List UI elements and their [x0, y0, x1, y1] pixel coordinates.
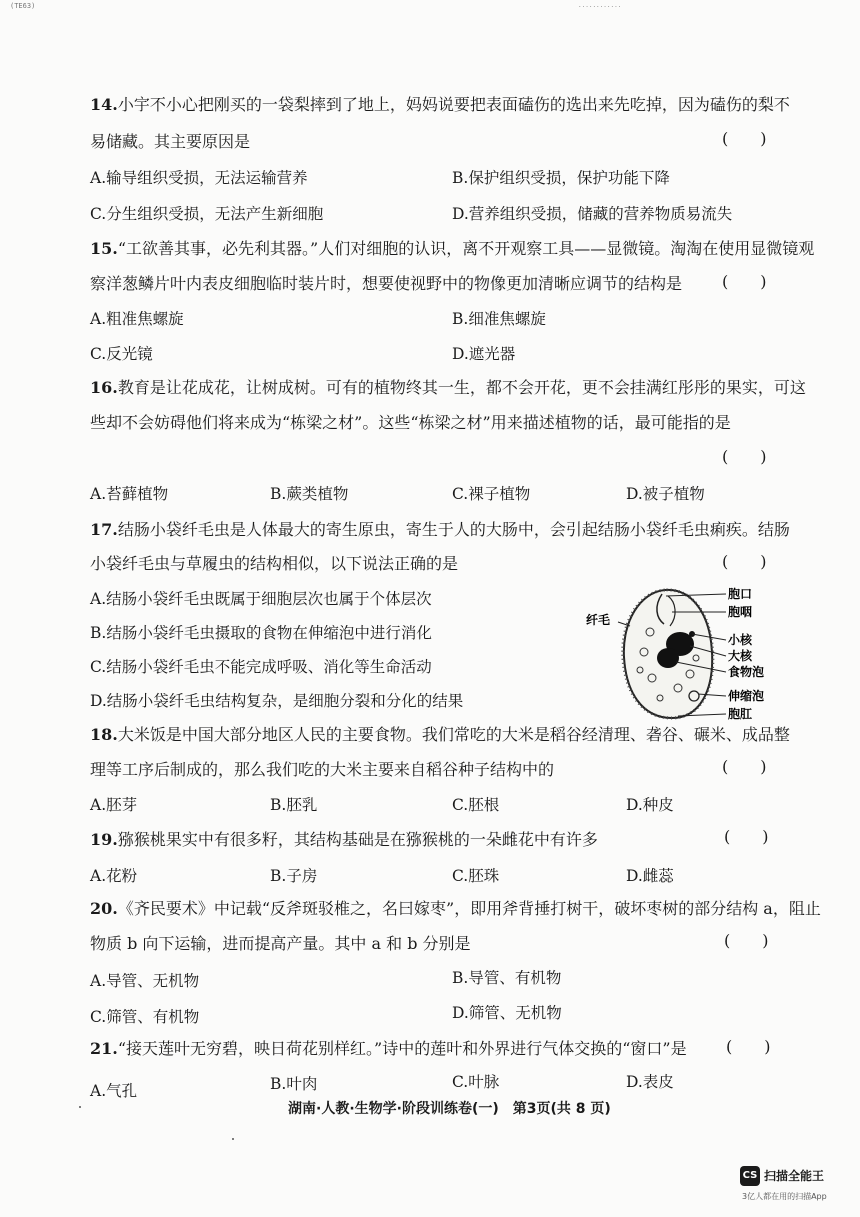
option-d[interactable]: D.被子植物	[626, 485, 705, 503]
answer-blank[interactable]: ( )	[722, 447, 767, 466]
answer-blank[interactable]: ( )	[722, 129, 767, 148]
answer-blank[interactable]: ( )	[722, 272, 767, 291]
option-d[interactable]: D.雌蕊	[626, 867, 674, 885]
answer-blank[interactable]: ( )	[724, 827, 769, 846]
label-cytopharynx: 胞咽	[728, 605, 753, 619]
option-b[interactable]: B.子房	[270, 867, 318, 885]
page-footer: 湖南·人教·生物学·阶段训练卷(一) 第3页(共 8 页)	[288, 1101, 611, 1117]
watermark-tagline: 3亿人都在用的扫描App	[742, 1192, 827, 1201]
answer-blank[interactable]: ( )	[722, 757, 767, 776]
option-c[interactable]: C.结肠小袋纤毛虫不能完成呼吸、消化等生命活动	[90, 658, 432, 676]
option-a[interactable]: A.结肠小袋纤毛虫既属于细胞层次也属于个体层次	[90, 590, 432, 608]
answer-blank[interactable]: ( )	[724, 931, 769, 950]
question-21-line-1: 21.“接天莲叶无穷碧，映日荷花别样红。”诗中的莲叶和外界进行气体交换的“窗口”是	[90, 1039, 687, 1058]
question-16-line-2: 些却不会妨碍他们将来成为“栋梁之材”。这些“栋梁之材”用来描述植物的话，最可能指的是	[90, 413, 731, 432]
answer-blank[interactable]: ( )	[726, 1037, 771, 1056]
corner-mark-left: (TE63)	[10, 2, 36, 10]
option-b[interactable]: B.胚乳	[270, 796, 318, 814]
label-cilia: 纤毛	[586, 613, 611, 627]
option-a[interactable]: A.胚芽	[90, 796, 138, 814]
question-number: 19.	[90, 830, 118, 849]
question-17-line-1: 17.结肠小袋纤毛虫是人体最大的寄生原虫，寄生于人的大肠中，会引起结肠小袋纤毛虫痢疾。结肠	[90, 520, 790, 539]
option-c[interactable]: C.叶脉	[452, 1073, 500, 1091]
option-c[interactable]: C.胚珠	[452, 867, 500, 885]
option-d[interactable]: D.营养组织受损，储藏的营养物质易流失	[452, 205, 733, 223]
question-18-line-2: 理等工序后制成的，那么我们吃的大米主要来自稻谷种子结构中的	[90, 760, 555, 779]
option-b[interactable]: B.叶肉	[270, 1075, 318, 1093]
label-macronucleus: 大核	[728, 649, 753, 663]
option-b[interactable]: B.保护组织受损，保护功能下降	[452, 169, 670, 187]
option-d[interactable]: D.遮光器	[452, 345, 516, 363]
option-a[interactable]: A.输导组织受损，无法运输营养	[90, 169, 308, 187]
option-a[interactable]: A.苔藓植物	[90, 485, 169, 503]
option-a[interactable]: A.导管、无机物	[90, 972, 200, 990]
question-18-line-1: 18.大米饭是中国大部分地区人民的主要食物。我们常吃的大米是稻谷经清理、砻谷、碾米、成品整	[90, 725, 790, 744]
option-b[interactable]: B.结肠小袋纤毛虫摄取的食物在伸缩泡中进行消化	[90, 624, 432, 642]
question-15-line-2: 察洋葱鳞片叶内表皮细胞临时装片时，想要使视野中的物像更加清晰应调节的结构是	[90, 274, 683, 293]
question-20-line-1: 20.《齐民要术》中记载“反斧斑驳椎之，名曰嫁枣”，即用斧背捶打树干，破坏枣树的部分结构 a，阻止	[90, 899, 821, 918]
scan-speck	[232, 1138, 234, 1140]
option-d[interactable]: D.种皮	[626, 796, 674, 814]
label-food-vacuole: 食物泡	[728, 665, 765, 679]
question-14-line-2: 易储藏。其主要原因是	[90, 132, 251, 151]
option-c[interactable]: C.反光镜	[90, 345, 153, 363]
option-a[interactable]: A.花粉	[90, 867, 138, 885]
macronucleus-lower-shape	[657, 648, 679, 668]
balantidium-diagram	[580, 582, 780, 722]
question-19-line-1: 19.猕猴桃果实中有很多籽，其结构基础是在猕猴桃的一朵雌花中有许多	[90, 830, 598, 849]
question-number: 15.	[90, 239, 118, 258]
option-c[interactable]: C.筛管、有机物	[90, 1008, 200, 1026]
option-d[interactable]: D.表皮	[626, 1073, 674, 1091]
question-number: 14.	[90, 95, 118, 114]
option-a[interactable]: A.粗准焦螺旋	[90, 310, 184, 328]
question-15-line-1: 15.“工欲善其事，必先利其器。”人们对细胞的认识，离不开观察工具——显微镜。淘淘在使用显微镜观	[90, 239, 815, 258]
option-b[interactable]: B.蕨类植物	[270, 485, 349, 503]
option-c[interactable]: C.胚根	[452, 796, 500, 814]
label-micronucleus: 小核	[728, 633, 753, 647]
question-number: 16.	[90, 378, 118, 397]
label-contractile-vacuole: 伸缩泡	[728, 689, 765, 703]
answer-blank[interactable]: ( )	[722, 552, 767, 571]
corner-mark-right: ............	[578, 2, 622, 9]
option-b[interactable]: B.导管、有机物	[452, 969, 562, 987]
question-number: 21.	[90, 1039, 118, 1058]
option-d[interactable]: D.结肠小袋纤毛虫结构复杂，是细胞分裂和分化的结果	[90, 692, 464, 710]
scan-speck	[79, 1106, 81, 1108]
question-20-line-2: 物质 b 向下运输，进而提高产量。其中 a 和 b 分别是	[90, 934, 471, 953]
cs-logo-icon: CS	[740, 1166, 760, 1186]
option-d[interactable]: D.筛管、无机物	[452, 1004, 562, 1022]
option-a[interactable]: A.气孔	[90, 1082, 138, 1100]
label-anus: 胞肛	[728, 707, 753, 721]
question-number: 17.	[90, 520, 118, 539]
option-c[interactable]: C.分生组织受损，无法产生新细胞	[90, 205, 324, 223]
question-number: 20.	[90, 899, 118, 918]
question-17-line-2: 小袋纤毛虫与草履虫的结构相似，以下说法正确的是	[90, 554, 459, 573]
question-number: 18.	[90, 725, 118, 744]
watermark-app-name: 扫描全能王	[764, 1169, 825, 1183]
label-oral-groove: 胞口	[728, 587, 753, 601]
option-b[interactable]: B.细准焦螺旋	[452, 310, 546, 328]
option-c[interactable]: C.裸子植物	[452, 485, 531, 503]
question-16-line-1: 16.教育是让花成花，让树成树。可有的植物终其一生，都不会开花，更不会挂满红彤彤的果实，可这	[90, 378, 806, 397]
question-14-line-1: 14.小宇不小心把刚买的一袋梨摔到了地上，妈妈说要把表面磕伤的选出来先吃掉，因为磕伤的梨不	[90, 95, 790, 114]
